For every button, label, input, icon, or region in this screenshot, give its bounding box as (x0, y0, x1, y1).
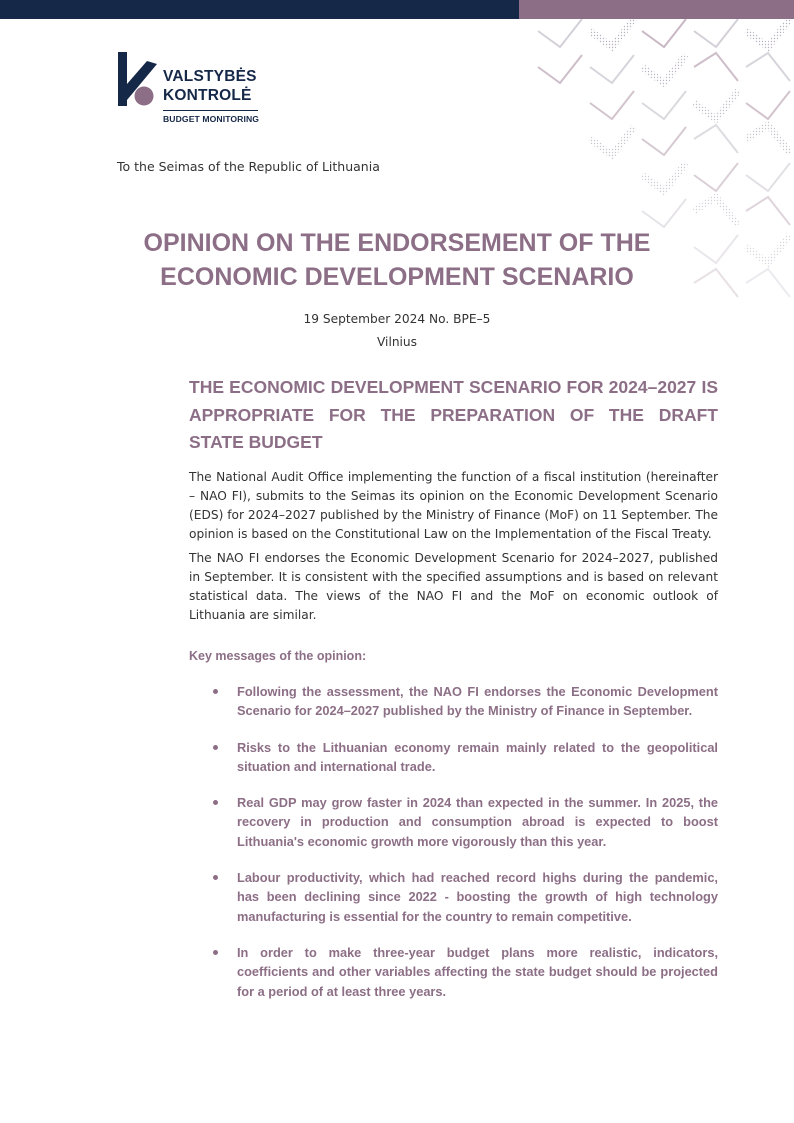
chevron-shape (694, 91, 738, 119)
list-item (189, 868, 718, 926)
logo-text-line2: KONTROLĖ (163, 87, 252, 104)
chevron-shape (746, 19, 790, 47)
chevron-shape (694, 19, 738, 47)
chevron-shape (590, 91, 634, 119)
chevron-shape (538, 55, 582, 83)
chevron-shape (694, 125, 738, 153)
chevron-shape (746, 91, 790, 119)
intro-paragraph: The National Audit Office implementing the function of a fiscal institution (hereinafter – NAO FI), submits to the Seimas its opinion on the Economic Development Scenario (EDS) for 2024–2027 published by the Ministry of Finance (MoF) on 11 September. The opinion is based on the Constitutional Law on the Implementation of the Fiscal Treaty. (189, 470, 718, 541)
chevron-shape (642, 19, 686, 47)
key-message-text: Real GDP may grow faster in 2024 than expected in the summer. In 2025, the recovery in production and consumption abroad is expected to boost Lithuania's economic growth more vigorously than this year. (237, 795, 718, 849)
chevron-shape (746, 235, 790, 263)
bullet-icon (213, 800, 218, 805)
section-heading: THE ECONOMIC DEVELOPMENT SCENARIO FOR 2024–2027 IS APPROPRIATE FOR THE PREPARATION OF THE DRAFT STATE BUDGET (189, 377, 718, 452)
chevron-shape (694, 235, 738, 263)
bullet-icon (213, 689, 218, 694)
key-messages-label: Key messages of the opinion: (189, 649, 367, 663)
header-band (0, 0, 794, 19)
chevron-shape (694, 197, 738, 225)
document-city: Vilnius (376, 335, 418, 349)
title-line2: ECONOMIC DEVELOPMENT SCENARIO (160, 263, 634, 291)
logo-divider (163, 110, 258, 111)
bullet-icon (213, 745, 218, 750)
title-line1: OPINION ON THE ENDORSEMENT OF THE (143, 229, 651, 257)
chevron-shape (746, 53, 790, 81)
list-item (189, 793, 718, 851)
chevron-shape (642, 127, 686, 155)
chevron-shape (590, 127, 634, 155)
chevron-shape (694, 163, 738, 191)
chevron-shape (746, 197, 790, 225)
chevron-shape (694, 269, 738, 297)
key-message-text: Risks to the Lithuanian economy remain mainly related to the geopolitical situation and international trade. (237, 739, 718, 774)
key-message-text: Following the assessment, the NAO FI endorses the Economic Development Scenario for 2024–2027 published by the Ministry of Finance in September. (237, 684, 718, 719)
key-messages-list (189, 682, 718, 1018)
key-message-text: In order to make three-year budget plans more realistic, indicators, coefficients and other variables affecting the state budget should be projected for a period of at least three years. (237, 944, 718, 999)
key-message-text: Labour productivity, which had reached record highs during the pandemic, has been declining since 2022 - boosting the growth of high technology manufacturing is essential for the country to remain competitive. (237, 870, 718, 924)
logo-text-line1: VALSTYBĖS (163, 68, 257, 85)
bullet-icon (213, 875, 218, 880)
chevron-shape (642, 55, 686, 83)
endorsement-paragraph: The NAO FI endorses the Economic Development Scenario for 2024–2027, published in September. It is consistent with the specified assumptions and is based on relevant statistical data. The views of the NAO FI and the MoF on economic outlook of Lithuania are similar. (189, 551, 718, 622)
chevron-shape (590, 19, 634, 47)
document-title (117, 226, 677, 294)
chevron-shape (694, 53, 738, 81)
list-item (189, 738, 718, 777)
bullet-icon (213, 950, 218, 955)
chevron-shape (642, 91, 686, 119)
chevron-shape (538, 19, 582, 47)
chevron-shape (746, 163, 790, 191)
logo-subtitle: BUDGET MONITORING (163, 114, 260, 124)
list-item (189, 943, 718, 1001)
document-date-number: 19 September 2024 No. BPE–5 (303, 312, 491, 326)
list-item (189, 682, 718, 721)
chevron-shape (642, 163, 686, 191)
chevron-shape (642, 199, 686, 227)
chevron-shape (746, 269, 790, 297)
header-band-mauve (519, 0, 794, 19)
addressee: To the Seimas of the Republic of Lithuania (117, 159, 380, 174)
header-band-navy (0, 0, 519, 19)
chevron-shape (590, 55, 634, 83)
chevron-shape (746, 125, 790, 153)
